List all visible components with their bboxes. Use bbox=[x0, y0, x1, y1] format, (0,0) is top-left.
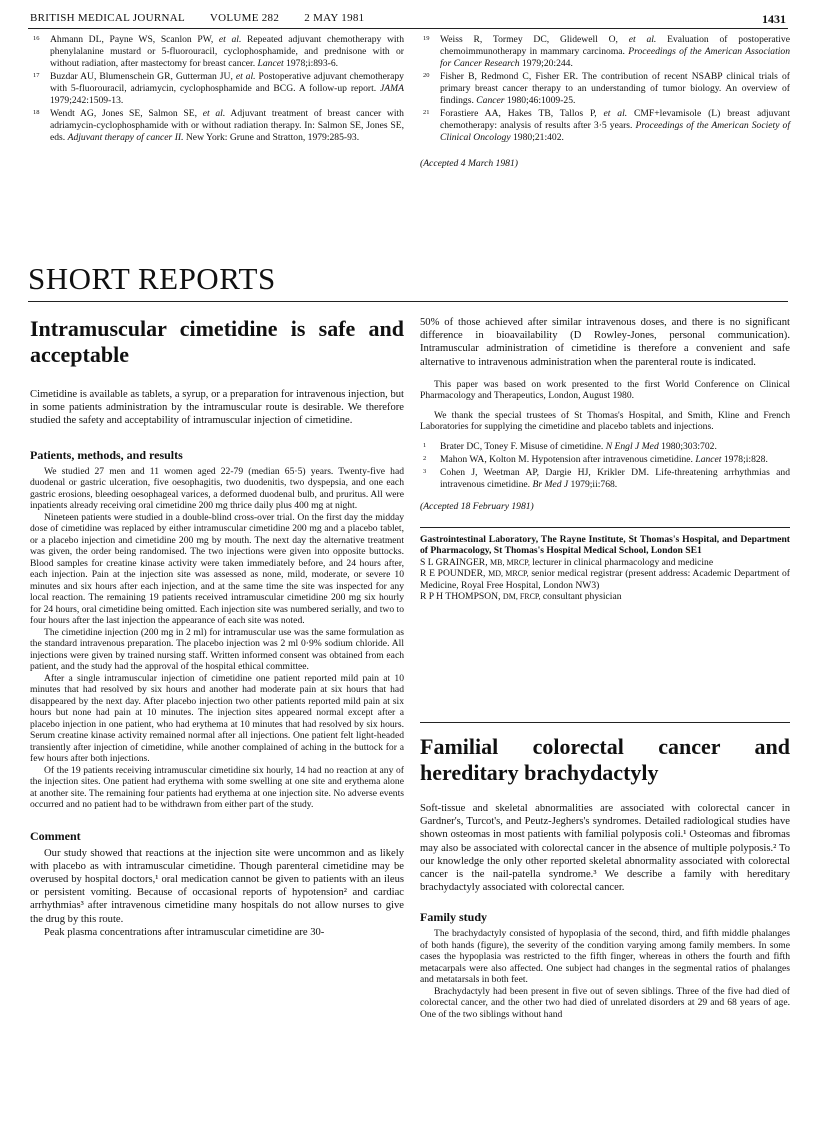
family-study-paragraph: The brachydactyly consisted of hypoplasia of the second, third, and fifth middle phalanges of both hands (figure), the severity of the condition varying among family members. In some cases the hypoplasia was restricted to the fifth finger, whereas in others the fourth and fifth metacarpals were also affected. One subject had changes in the segmental ratios of phalanges and metatarsals in both feet. bbox=[420, 928, 790, 986]
page-number: 1431 bbox=[762, 12, 786, 26]
acknowledgement: This paper was based on work presented to the first World Conference on Clinical Pharmacology and Therapeutics, London, August 1980. bbox=[420, 378, 790, 402]
methods-paragraph: We studied 27 men and 11 women aged 22-79 (median 65·5) years. Twenty-five had duodenal or gastric ulceration, five oesophagitis, two duodenitis, two dyspepsia, and one each gastric erosions, bleeding oesophageal varices, a deformed duodenal bulb, and pruritus. All were inpatients already receiving oral cimetidine 200 mg thrice daily plus 400 mg at night. bbox=[30, 465, 404, 512]
top-references-left bbox=[30, 34, 404, 145]
acknowledgement: We thank the special trustees of St Thomas's Hospital, and Smith, Kline and French Laboratories for supplying the cimetidine and placebo tablets and injections. bbox=[420, 409, 790, 433]
comment-paragraph: Peak plasma concentrations after intramuscular cimetidine are 30- bbox=[44, 926, 325, 938]
affiliation: Gastrointestinal Laboratory, The Rayne Institute, St Thomas's Hospital, and Department of Pharmacology, St Thomas's Hospital Medical School, London SE1 bbox=[420, 533, 790, 557]
article2-column bbox=[420, 734, 790, 1020]
article1-right-column bbox=[420, 316, 790, 603]
reference-item: 18 Wendt AG, Jones SE, Salmon SE, et al. Adjuvant treatment of breast cancer with adriamycin-cyclophosphamide with or without radiation therapy. In: Salmon SE, Jones SE, eds. Adjuvant therapy of cancer II. New York: Grune and Stratton, 1979:285-93. bbox=[33, 108, 404, 143]
journal-name: BRITISH MEDICAL JOURNAL bbox=[30, 12, 185, 24]
section-title: SHORT REPORTS bbox=[28, 261, 276, 296]
article1-continuation: 50% of those achieved after similar intravenous doses, and there is no significant difference in bioavailability (D Rowley-Jones, personal communication). Intramuscular administration of cimetidine is therefore a convenient and safe alternative to intravenous administration when the parenteral route is indicated. bbox=[420, 317, 790, 368]
reference-item: 19 Weiss R, Tormey DC, Glidewell O, et al. Evaluation of postoperative chemoimmunotherapy in mammary carcinoma. Proceedings of the American Association for Cancer Research 1979;20:244. bbox=[423, 34, 790, 69]
article2-title: Familial colorectal cancer and hereditary brachydactyly bbox=[420, 734, 790, 785]
methods-paragraph: After a single intramuscular injection of cimetidine one patient reported mild pain at 10 minutes that had resolved by six hours and another had moderate pain at six hours that had disappeared by the next day. After placebo injection two other patients reported mild pain at six hours but none had pain at 10 minutes. The injection sites appeared normal except after a placebo injection in one patient, who had erythema at 10 minutes that had resolved by six hours. Serum creatine kinase activity remained normal after all injections. One patient felt light-headed transiently after injection of cimetidine, while another complained of aching in the buttock for a few hours after both injections. bbox=[30, 672, 404, 765]
author-line: R P H THOMPSON, DM, FRCP, consultant physician bbox=[420, 591, 622, 603]
article1-intro: Cimetidine is available as tablets, a syrup, or a preparation for intravenous injection, but in some patients administration by the intramuscular route is desirable. We therefore studied the safety and acceptability of intramuscular injection of cimetidine. bbox=[30, 389, 404, 427]
running-header bbox=[30, 12, 387, 24]
affiliation-block bbox=[420, 527, 790, 603]
accepted-date: (Accepted 4 March 1981) bbox=[420, 158, 518, 169]
author-line: R E POUNDER, MD, MRCP, senior medical registrar (present address: Academic Department of Medicine, Royal Free Hospital, London NW3) bbox=[420, 568, 790, 591]
reference-item: 17 Buzdar AU, Blumenschein GR, Gutterman JU, et al. Postoperative adjuvant chemotherapy with 5-fluorouracil, adriamycin, cyclophosphamide and BCG. A follow-up report. JAMA 1979;242:1509-13. bbox=[33, 71, 404, 106]
article1-title: Intramuscular cimetidine is safe and acceptable bbox=[30, 316, 404, 367]
author-line: S L GRAINGER, MB, MRCP, lecturer in clinical pharmacology and medicine bbox=[420, 556, 714, 568]
reference-item: 20 Fisher B, Redmond C, Fisher ER. The contribution of recent NSABP clinical trials of primary breast cancer therapy to an understanding of tumor biology. An overview of findings. Cancer 1980;46:1009-25. bbox=[423, 71, 790, 106]
article2-rule bbox=[420, 722, 790, 723]
methods-paragraph: The cimetidine injection (200 mg in 2 ml) for intramuscular use was the same formulation as the standard intravenous preparation. The placebo injection was 2 ml 0·9% sodium chloride. All injections were given by trained nursing staff. Written informed consent was obtained from each patient, and the study had the approval of the hospital ethical committee. bbox=[30, 626, 404, 673]
reference-item: 2 Mahon WA, Kolton M. Hypotension after intravenous cimetidine. Lancet 1978;i:828. bbox=[423, 453, 768, 465]
reference-item: 16 Ahmann DL, Payne WS, Scanlon PW, et al. Repeated adjuvant chemotherapy with phenylalanine mustard or 5-fluorouracil, cyclophosphamide, and prednisone with or without radiation, after mastectomy for breast cancer. Lancet 1978;i:893-6. bbox=[33, 34, 405, 69]
reference-item: 1 Brater DC, Toney F. Misuse of cimetidine. N Engl J Med 1980;303:702. bbox=[423, 440, 717, 452]
comment-paragraph: Our study showed that reactions at the injection site were uncommon and as likely with placebo as with intramuscular cimetidine. Though parenteral cimetidine may be overused by hospital doctors,¹ oral medication cannot be given to patients with an ileus or persistent vomiting. Because of occasional reports of hypotension² and cardiac arrhythmias³ after intravenous cimetidine many hospitals do not allow nurses to give the drug by this route. bbox=[30, 847, 404, 925]
section-rule bbox=[28, 301, 788, 302]
methods-heading: Patients, methods, and results bbox=[30, 447, 183, 462]
top-references-right bbox=[420, 34, 790, 170]
article2-intro: Soft-tissue and skeletal abnormalities are associated with colorectal cancer in Gardner's, Turcot's, and Peutz-Jeghers's syndromes. Detailed radiological studies have shown osteomas in most patients with familial polyposis coli.¹ Osteomas and fibromas may also be associated with colorectal cancer in the absence of multiple polyposis.² To our knowledge the only other reported skeletal abnormality associated with colorectal cancer is the nail-patella syndrome.³ We describe a family with hereditary brachydactyly associated with colorectal cancer. bbox=[420, 803, 790, 894]
comment-heading: Comment bbox=[30, 828, 81, 843]
article1-references bbox=[420, 441, 790, 491]
methods-paragraph: Nineteen patients were studied in a double-blind cross-over trial. On the first day the midday dose of cimetidine was replaced by either intramuscular cimetidine 200 mg and a placebo tablet, or a placebo injection and cimetidine 200 mg by mouth. The next day the alternative treatment was given, the order being randomised. The two injections were given into opposite buttocks. Blood samples for creatine kinase activity were taken immediately before, and 24 hours after, each injection. Pain at the injection site was assessed as none, mild, moderate, or severe 10 minutes and six hours after each injection, and at the same time the site was inspected for any local reaction. The remaining 19 patients received intramuscular cimetidine 200 mg six hourly for 24 hours, oral cimetidine being omitted. Each injection site was numbered serially, and two to four hours after the last injection the appearance of each site was noted. bbox=[30, 511, 404, 627]
methods-paragraph: Of the 19 patients receiving intramuscular cimetidine six hourly, 14 had no reaction at any of the injection sites. One patient had erythema with some swelling at one site and erythema alone at another site. The remaining four patients had erythema at one injection site. No adverse events occurred and no patient had to be withdrawn from either part of the study. bbox=[30, 764, 404, 811]
issue-date: 2 MAY 1981 bbox=[304, 12, 365, 24]
reference-item: 21 Forastiere AA, Hakes TB, Tallos P, et al. CMF+levamisole (L) breast adjuvant chemotherapy: analysis of results after 3·5 years. Proceedings of the American Society of Clinical Oncology 1980;21:402. bbox=[423, 108, 791, 143]
volume: VOLUME 282 bbox=[209, 12, 280, 24]
accepted-date: (Accepted 18 February 1981) bbox=[420, 500, 534, 512]
article1-left-column bbox=[30, 316, 404, 939]
header-rule bbox=[28, 28, 788, 29]
reference-item: 3 Cohen J, Weetman AP, Dargie HJ, Krikler DM. Life-threatening arrhythmias and intravenous cimetidine. Br Med J 1979;ii:768. bbox=[423, 466, 790, 490]
family-study-heading: Family study bbox=[420, 910, 488, 925]
family-study-paragraph: Brachydactyly had been present in five out of seven siblings. Three of the five had died of colorectal cancer, and the other two had died of unrelated disorders at 29 and 68 years of age. One of the two siblings without hand bbox=[420, 985, 790, 1020]
